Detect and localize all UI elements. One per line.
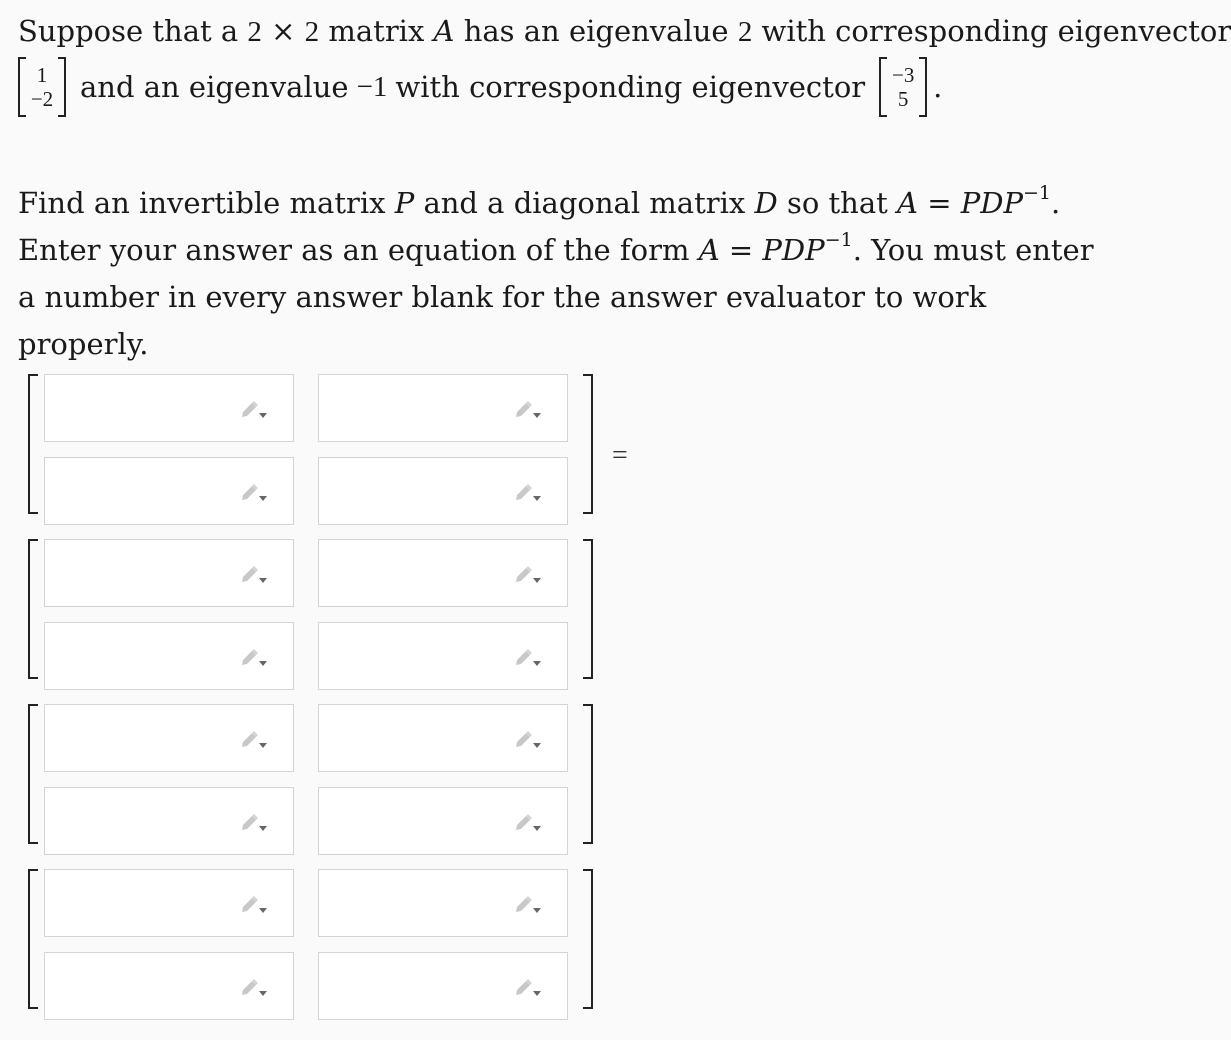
matrix-d-cell-1-1[interactable] [44,704,294,772]
matrix-p-cell-2-2[interactable] [318,622,568,690]
pencil-icon [239,481,269,503]
pencil-icon [513,646,543,668]
pencil-icon [513,976,543,998]
pencil-icon [239,398,269,420]
eigenvalue-1: 2 [737,16,753,48]
matrix-p-cell-2-1[interactable] [44,622,294,690]
left-bracket [18,57,26,117]
matrix-d-cell-2-2[interactable] [318,787,568,855]
matrix-d-cell-2-1[interactable] [44,787,294,855]
eigenvector-1 [18,57,66,117]
right-bracket [583,704,593,844]
text: and a diagonal matrix [423,186,746,220]
inverse-superscript: −1 [1023,182,1052,204]
text: . You must enter a number in every answer blank for the answer evaluator to work properly. [18,233,1094,361]
eigenvalue-2: −1 [356,70,388,103]
text: Find an invertible matrix [18,186,386,220]
equals-symbol: = [728,233,754,267]
pencil-icon [513,728,543,750]
pencil-icon [239,976,269,998]
problem-line-1 [18,8,1231,55]
answer-matrix-a [28,369,600,519]
eigenvector-2-entry-2: 5 [897,87,909,111]
left-bracket [879,57,887,117]
right-bracket [583,539,593,679]
text: so that [786,186,888,220]
pencil-icon [239,893,269,915]
text: with corresponding eigenvector [395,70,866,104]
answer-matrix-p-inverse [28,864,600,1014]
dimension-rows: 2 [247,16,262,48]
equation-rhs: PDP [960,186,1023,220]
pencil-icon [513,811,543,833]
eigenvector-1-entry-1: 1 [36,63,48,87]
equation-rhs: PDP [762,233,825,267]
inverse-superscript: −1 [824,229,853,251]
text: Suppose that a [18,14,239,48]
text: . Enter your answer as an equation of the form [18,186,1061,267]
dimension-cols: 2 [304,16,320,48]
period: . [933,70,943,104]
matrix-variable-d: D [754,186,778,220]
left-bracket [28,374,38,514]
matrix-p-cell-1-2[interactable] [318,539,568,607]
pencil-icon [239,811,269,833]
matrix-a-cell-1-2[interactable] [318,374,568,442]
times-symbol: × [271,14,296,48]
eigenvector-2 [879,57,927,117]
matrix-a-cell-1-1[interactable] [44,374,294,442]
matrix-p-cell-1-1[interactable] [44,539,294,607]
eigenvector-1-entry-2: −2 [30,87,54,111]
instructions [18,180,1098,368]
eigenvector-2-entry-1: −3 [891,63,915,87]
matrix-variable-a: A [433,14,455,48]
pencil-icon [239,563,269,585]
pencil-icon [513,398,543,420]
matrix-a-cell-2-1[interactable] [44,457,294,525]
text: has an eigenvalue [463,14,729,48]
left-bracket [28,869,38,1009]
problem-line-2 [18,55,1098,119]
text: matrix [328,14,425,48]
left-bracket [28,539,38,679]
matrix-p-inverse-cell-1-1[interactable] [44,869,294,937]
matrix-p-inverse-cell-1-2[interactable] [318,869,568,937]
right-bracket [583,869,593,1009]
matrix-d-cell-1-2[interactable] [318,704,568,772]
text: and an eigenvalue [80,70,349,104]
pencil-icon [513,481,543,503]
answer-matrix-d [28,699,600,849]
right-bracket [919,57,927,117]
pencil-icon [239,646,269,668]
right-bracket [583,374,593,514]
left-bracket [28,704,38,844]
pencil-icon [239,728,269,750]
equation-lhs: A [698,233,720,267]
equals-symbol: = [927,186,952,220]
problem-statement [18,8,1231,119]
text: with corresponding eigenvector [761,14,1231,48]
matrix-p-inverse-cell-2-2[interactable] [318,952,568,1020]
matrix-a-cell-2-2[interactable] [318,457,568,525]
matrix-variable-p: P [394,186,415,220]
right-bracket [58,57,66,117]
pencil-icon [513,893,543,915]
pencil-icon [513,563,543,585]
matrix-p-inverse-cell-2-1[interactable] [44,952,294,1020]
answer-matrix-p [28,534,600,684]
equals-sign: = [612,440,628,471]
equation-lhs: A [897,186,918,220]
